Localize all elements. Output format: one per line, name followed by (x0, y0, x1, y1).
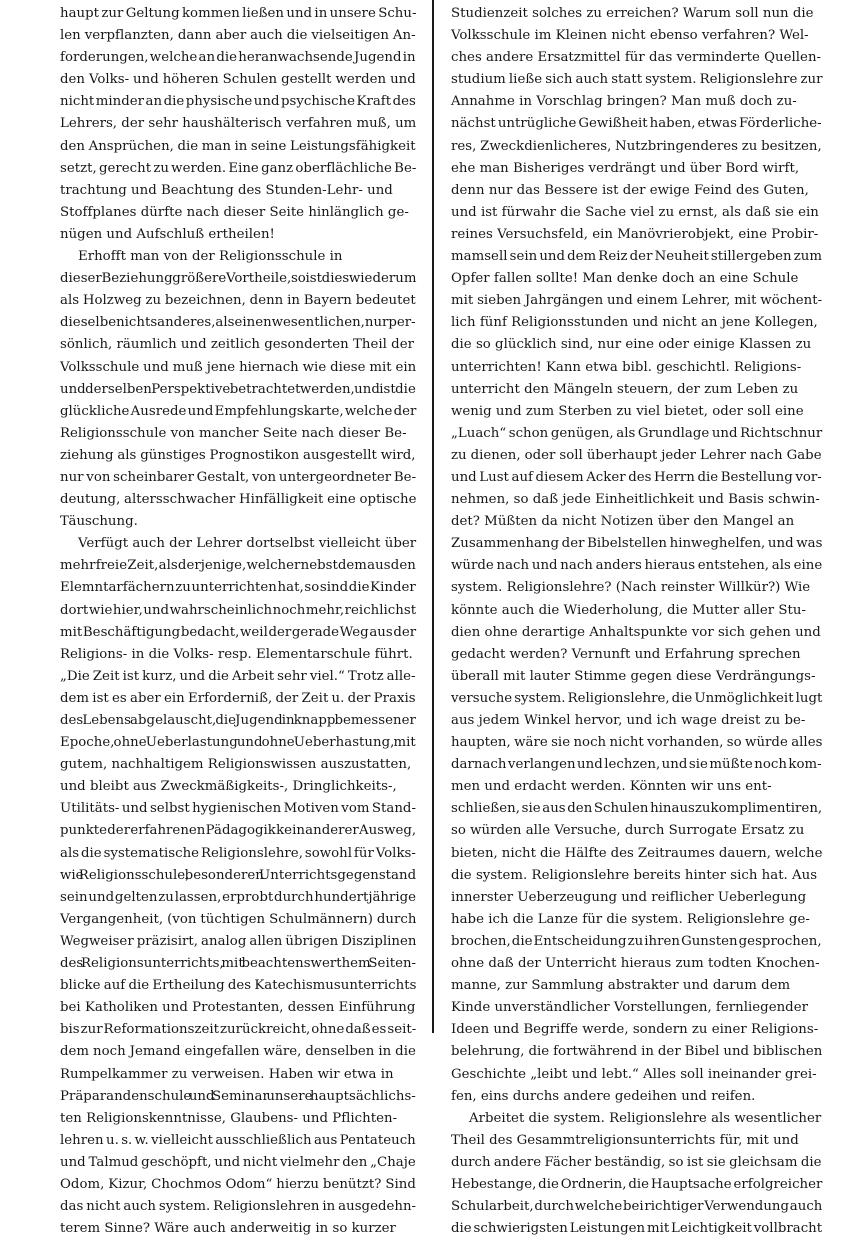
text-line: Geschichte „leibt und lebt.“ Alles soll ineinander grei- (451, 1066, 817, 1082)
text-line: zu dienen, oder soll überhaupt jeder Lehrer nach Gabe (451, 447, 822, 463)
text-line: forderungen, welche an die heranwachsende Jugend in (60, 50, 416, 66)
text-line: und Lust auf diesem Acker des Herrn die Bestellung vor- (451, 469, 822, 485)
text-line: men und erdacht werden. Könnten wir uns ent- (451, 779, 772, 795)
text-line: dem noch Jemand eingefallen wäre, denselben in die (60, 1044, 416, 1060)
text-line: studium ließe sich auch statt system. Religionslehre zur (451, 72, 823, 88)
text-line: ten Religionskenntnisse, Glaubens- und Pflichten- (60, 1110, 398, 1126)
text-line: res, Zweckdienlicheres, Nutzbringenderes zu besitzen, (451, 138, 822, 154)
text-line: Opfer fallen sollte! Man denke doch an eine Schule (451, 271, 799, 287)
text-line: „Luach“ schon genügen, als Grundlage und Richtschnur (451, 425, 823, 441)
text-line: lich fünf Religionsstunden und nicht an jene Kollegen, (451, 315, 818, 331)
text-line: Lehrers, der sehr haushälterisch verfahren muß, um (60, 116, 417, 132)
text-line: würde nach und nach anders hieraus entstehen, als eine (451, 558, 823, 574)
text-line: den Ansprüchen, die man in seine Leistungsfähigkeit (60, 138, 416, 154)
text-line: unterricht den Mängeln steuern, der zum Leben zu (451, 381, 799, 397)
text-line: Arbeitet die system. Religionslehre als wesentlicher (469, 1110, 822, 1126)
text-line: det? Müßten da nicht Notizen über den Mangel an (451, 514, 795, 530)
text-line: reines Versuchsfeld, ein Manövrierobjekt, eine Probir- (451, 226, 819, 242)
text-line: Wegweiser präzisirt, analog allen übrigen Disziplinen (60, 933, 417, 949)
text-line: bis zur Reformationszeit zurückreicht, ohne daß es seit- (60, 1022, 417, 1038)
text-line: durch andere Fächer beständig, so ist sie gleichsam die (451, 1154, 822, 1170)
text-line: mit sieben Jahrgängen und einem Lehrer, mit wöchent- (451, 293, 823, 309)
text-line: Studienzeit solches zu erreichen? Warum soll nun die (451, 6, 814, 21)
text-line: versuche system. Religionslehre, die Unmöglichkeit lugt (451, 690, 823, 706)
text-line: Theil des Gesammtreligionsunterrichts für, mit und (451, 1132, 799, 1148)
text-line: haupt zur Geltung kommen ließen und in unsere Schu- (60, 6, 417, 21)
text-line: habe ich die Lanze für die system. Religionslehre ge- (451, 911, 810, 927)
text-line: Kinde unverständlicher Vorstellungen, fernliegender (451, 1000, 808, 1016)
text-line: Elemntarfächern zu unterrichten hat, so sind die Kinder (60, 580, 416, 596)
text-line: dien ohne derartige Anhaltspunkte vor sich gehen und (451, 624, 821, 640)
text-line: punkte der erfahrenen Pädagogik kein anderer Ausweg, (60, 823, 417, 839)
text-line: Stoffplanes dürfte nach dieser Seite hinlänglich ge- (60, 204, 409, 220)
text-line: nicht minder an die physische und psychische Kraft des (60, 94, 416, 110)
text-line: Religionsschule von mancher Seite nach dieser Be- (60, 425, 407, 441)
text-line: mit Beschäftigung bedacht, weil der gerade Weg aus der (60, 624, 417, 640)
text-line: und derselben Perspektive betrachtet werden, und ist die (60, 381, 416, 397)
text-line: den Volks- und höheren Schulen gestellt werden und (60, 72, 416, 88)
text-line: Rumpelkammer zu verweisen. Haben wir etwa in (60, 1066, 394, 1082)
right-text-column (451, 3, 823, 1237)
text-line: ches andere Ersatzmittel für das verminderte Quellen- (451, 50, 822, 66)
text-line: dort wie hier, und wahrscheinlich noch mehr, reichlichst (60, 602, 417, 618)
text-line: die system. Religionslehre bereits hinter sich hat. Aus (451, 867, 818, 883)
text-line: gedacht werden? Vernunft und Erfahrung sprechen (451, 646, 801, 662)
text-line: nügen und Aufschluß ertheilen! (60, 226, 275, 242)
text-line: Täuschung. (60, 514, 138, 530)
text-line: blicke auf die Ertheilung des Katechismusunterrichts (60, 978, 417, 994)
text-line: Verfügt auch der Lehrer dortselbst vielleicht über (78, 536, 417, 552)
text-line: gutem, nachhaltigem Religionswissen auszustatten, (60, 757, 412, 773)
text-line: so würden alle Versuche, durch Surrogate Ersatz zu (451, 823, 805, 839)
text-line: darnach verlangen und lechzen, und sie müßte noch kom- (451, 757, 822, 773)
text-line: sein und gelten zu lassen, erprobt durch hundertjährige (60, 889, 417, 905)
text-line: das nicht auch system. Religionslehren in ausgedehn- (60, 1199, 417, 1215)
text-line: Zusammenhang der Bibelstellen hinweghelfen, und was (451, 536, 823, 552)
text-line: Utilitäts- und selbst hygienischen Motiven vom Stand- (60, 801, 416, 817)
text-line: des Lebens abgelauscht, die Jugend in knapp bemessener (60, 713, 416, 728)
text-line: und bleibt aus Zweckmäßigkeits-, Dringlichkeits-, (60, 779, 397, 795)
text-line: bieten, nicht die Hälfte des Zeitraumes dauern, welche (451, 845, 823, 861)
text-line: dieselbe nichts anderes, als einen wesentlichen, nur per- (60, 315, 416, 331)
text-line: system. Religionslehre? (Nach reinster Willkür?) Wie (451, 580, 811, 596)
text-line: trachtung und Beachtung des Stunden-Lehr- und (60, 182, 393, 198)
text-line: sönlich, räumlich und zeitlich gesonderten Theil der (60, 337, 414, 353)
text-line: lehren u. s. w. vielleicht ausschließlich aus Pentateuch (60, 1132, 416, 1148)
text-line: glückliche Ausrede und Empfehlungskarte, welche der (60, 403, 417, 419)
text-line: haupten, wäre sie noch nicht vorhanden, so würde alles (451, 735, 823, 751)
text-line: Erhofft man von der Religionsschule in (78, 249, 343, 265)
text-line: ziehung als günstiges Prognostikon ausgestellt wird, (60, 447, 416, 463)
text-line: mamsell sein und dem Reiz der Neuheit stillergeben zum (451, 249, 823, 265)
text-line: nehmen, so daß jede Einheitlichkeit und Basis schwin- (451, 492, 820, 508)
text-line: schließen, sie aus den Schulen hinauszukomplimentiren, (451, 801, 823, 817)
text-line: wie Religionsschule, besonderen Unterrichtsgegenstand (60, 867, 417, 883)
text-line: denn nur das Bessere ist der ewige Feind des Guten, (451, 182, 809, 198)
text-line: fen, eins durchs andere gedeihen und reifen. (451, 1088, 756, 1104)
text-line: nächst untrügliche Gewißheit haben, etwas Förderliche- (451, 116, 822, 132)
text-line: ohne daß der Unterricht hieraus zum todten Knochen- (451, 956, 820, 972)
text-line: bei Katholiken und Protestanten, dessen Einführung (60, 1000, 416, 1016)
text-line: und ist fürwahr die Sache viel zu ernst, als daß sie ein (451, 204, 819, 220)
text-line: die so glücklich sind, nur eine oder einige Klassen zu (451, 337, 812, 353)
text-line: des Religionsunterrichts, mit beachtenswerthem Seiten- (60, 956, 417, 972)
text-line: Religions- in die Volks- resp. Elementarschule führt. (60, 646, 413, 662)
column-divider-rule (432, 0, 434, 1033)
text-line: belehrung, die fortwährend in der Bibel und biblischen (451, 1044, 823, 1060)
text-line: unterrichten! Kann etwa bibl. geschichtl. Religions- (451, 359, 802, 375)
text-line: mehr freie Zeit, als derjenige, welcher nebstdem aus den (60, 558, 416, 574)
text-line: wenig und zum Sterben zu viel bietet, oder soll eine (451, 403, 804, 419)
text-line: Volksschule im Kleinen nicht ebenso verfahren? Wel- (451, 28, 809, 44)
text-line: Annahme in Vorschlag bringen? Man muß doch zu- (451, 94, 797, 110)
text-line: Odom, Kizur, Chochmos Odom“ hierzu benützt? Sind (60, 1176, 416, 1192)
text-line: Volksschule und muß jene hiernach wie diese mit ein (60, 359, 417, 375)
text-line: brochen, die Entscheidung zu ihren Gunsten gesprochen, (451, 933, 822, 949)
text-line: ehe man Bisheriges verdrängt und über Bord wirft, (451, 160, 800, 176)
text-line: deutung, altersschwacher Hinfälligkeit eine optische (60, 492, 417, 508)
text-line: len verpflanzten, dann aber auch die vielseitigen An- (60, 28, 416, 44)
text-line: aus jedem Winkel hervor, und ich wage dreist zu be- (451, 713, 806, 728)
text-line: setzt, gerecht zu werden. Eine ganz oberflächliche Be- (60, 160, 417, 176)
text-line: nur von scheinbarer Gestalt, von untergeordneter Be- (60, 469, 417, 485)
text-line: als die systematische Religionslehre, sowohl für Volks- (60, 845, 416, 861)
text-line: innerster Ueberzeugung und reiflicher Ueberlegung (451, 889, 807, 905)
text-line: dieser Beziehung größere Vortheile, so ist dies wiederum (60, 271, 417, 287)
left-text-column (60, 3, 417, 1237)
text-line: als Holzweg zu bezeichnen, denn in Bayern bedeutet (60, 293, 416, 309)
text-line: könnte auch die Wiederholung, die Mutter aller Stu- (451, 602, 807, 618)
text-line: die schwierigsten Leistungen mit Leichtigkeit vollbracht (451, 1221, 823, 1237)
text-line: Ideen und Begriffe werde, sondern zu einer Religions- (451, 1022, 819, 1038)
text-line: Präparandenschule und Seminar unsere hauptsächlichs- (60, 1088, 416, 1104)
text-line: terem Sinne? Wäre auch anderweitig in so kurzer (60, 1221, 396, 1237)
text-line: Hebestange, die Ordnerin, die Hauptsache erfolgreicher (451, 1176, 823, 1192)
text-line: dem ist es aber ein Erforderniß, der Zeit u. der Praxis (60, 690, 416, 706)
text-line: überall mit lauter Stimme gegen diese Verdrängungs- (451, 668, 816, 684)
text-line: und Talmud geschöpft, und nicht vielmehr den „Chaje (60, 1154, 416, 1170)
text-line: manne, zur Sammlung abstrakter und darum dem (451, 978, 791, 994)
text-line: „Die Zeit ist kurz, und die Arbeit sehr viel.“ Trotz alle- (60, 668, 416, 684)
text-line: Vergangenheit, (von tüchtigen Schulmännern) durch (60, 911, 417, 927)
text-line: Schularbeit, durch welche bei richtiger Verwendung auch (451, 1199, 823, 1215)
text-line: Epoche, ohne Ueberlastung und ohne Ueberhastung, mit (60, 735, 416, 751)
